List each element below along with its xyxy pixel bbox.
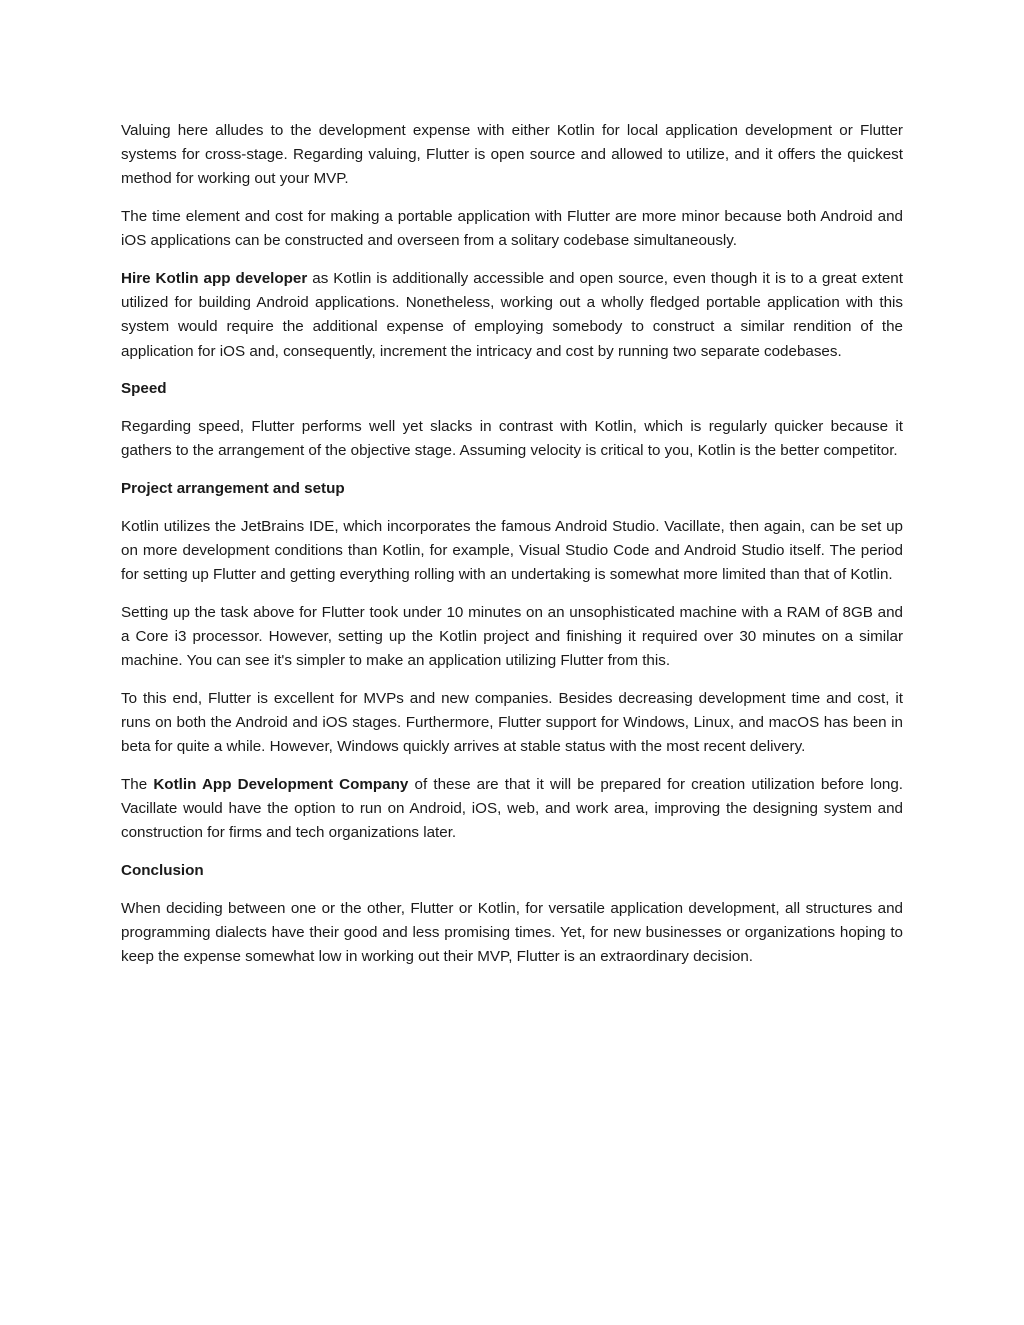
- paragraph-setup-time: Setting up the task above for Flutter took under 10 minutes on an unsophisticated machine with a RAM of 8GB and a Core i3 processor. However, setting up the Kotlin project and finishing it required over 30 minutes on a similar machine. You can see it's simpler to make an application utilizing Flutter from this.: [121, 603, 903, 670]
- paragraph-company-body: of these are that it will be prepared for creation utilization before long. Vacillate would have the option to run on Android, iOS, web, and work area, improving the designing system and construction for firms and tech organizations later.: [121, 775, 904, 842]
- paragraph-hire-kotlin: [121, 267, 903, 364]
- document-page: [121, 119, 903, 983]
- paragraph-speed: Regarding speed, Flutter performs well yet slacks in contrast with Kotlin, which is regularly quicker because it gathers to the arrangement of the objective stage. Assuming velocity is critical to you, Kotlin is the better competitor.: [121, 418, 903, 460]
- paragraph-time-cost: The time element and cost for making a portable application with Flutter are more minor because both Android and iOS applications can be constructed and overseen from a solitary codebase simultaneously.: [121, 208, 903, 250]
- heading-speed: Speed: [121, 380, 167, 398]
- paragraph-company: [121, 773, 903, 846]
- company-link-text: Kotlin App Development Company: [153, 775, 409, 793]
- paragraph-hire-kotlin-body: as Kotlin is additionally accessible and open source, even though it is to a great extent utilized for building Android applications. Nonetheless, working out a wholly fledged portable application with this system would require the additional expense of employing somebody to construct a similar rendition of the application for iOS and, consequently, increment the intricacy and cost by running two separate codebases.: [121, 270, 903, 360]
- paragraph-valuing: Valuing here alludes to the development expense with either Kotlin for local application development or Flutter systems for cross-stage. Regarding valuing, Flutter is open source and allowed to utilize, and it offers the quickest method for working out your MVP.: [121, 122, 903, 188]
- heading-conclusion: Conclusion: [121, 862, 204, 880]
- heading-project-setup: Project arrangement and setup: [121, 479, 345, 497]
- hire-kotlin-link-text: Hire Kotlin app developer: [121, 270, 308, 288]
- paragraph-company-prefix: The: [121, 775, 154, 793]
- paragraph-mvps: To this end, Flutter is excellent for MVPs and new companies. Besides decreasing development time and cost, it runs on both the Android and iOS stages. Furthermore, Flutter support for Windows, Linux, and macOS has been in beta for quite a while. However, Windows quickly arrives at stable status with the most recent delivery.: [121, 689, 903, 756]
- paragraph-conclusion: When deciding between one or the other, Flutter or Kotlin, for versatile application development, all structures and programming dialects have their good and less promising times. Yet, for new businesses or organizations hoping to keep the expense somewhat low in working out their MVP, Flutter is an extraordinary decision.: [121, 899, 903, 966]
- paragraph-jetbrains: Kotlin utilizes the JetBrains IDE, which incorporates the famous Android Studio. Vacillate, then again, can be set up on more development conditions than Kotlin, for example, Visual Studio Code and Android Studio itself. The period for setting up Flutter and getting everything rolling with an undertaking is somewhat more limited than that of Kotlin.: [121, 517, 903, 584]
